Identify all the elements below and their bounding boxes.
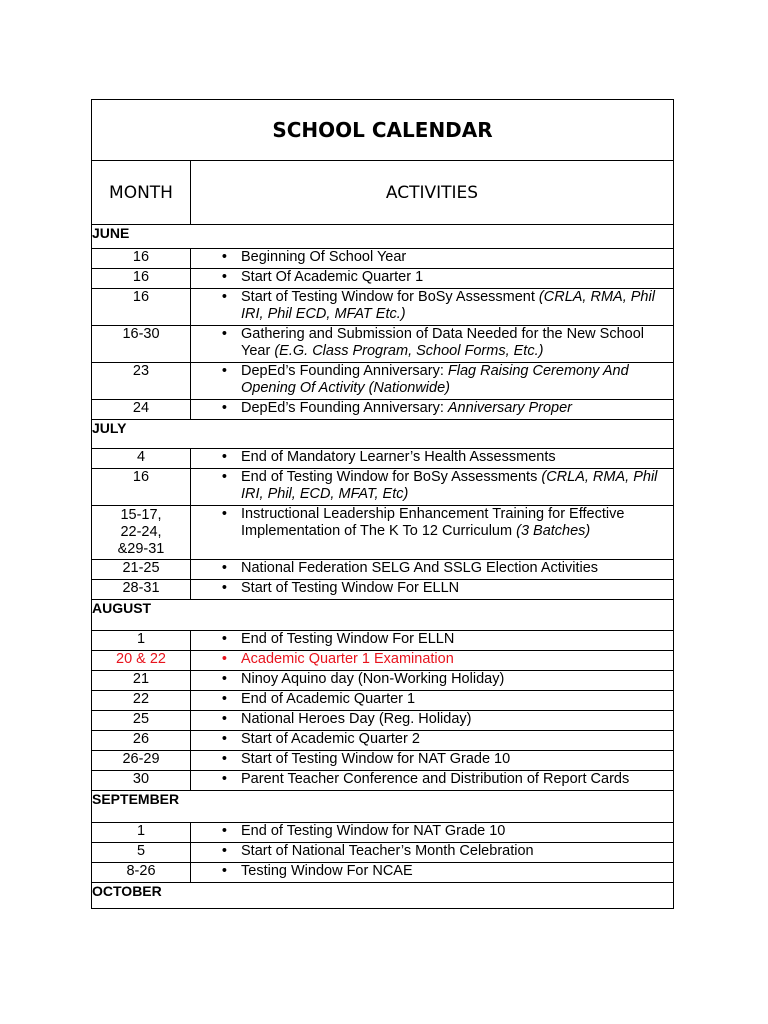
activity-cell (191, 651, 674, 671)
activity-text (241, 631, 673, 648)
activity-text (241, 269, 673, 286)
month-label: JUNE (92, 225, 674, 249)
month-label: AUGUST (92, 600, 674, 631)
bullet-icon: • (221, 449, 227, 465)
activity-cell (191, 363, 674, 400)
header-row (92, 161, 674, 225)
bullet-icon: • (221, 249, 227, 265)
month-label: OCTOBER (92, 883, 674, 909)
bullet-icon: • (221, 289, 227, 305)
activity-title: Start of National Teacher’s Month Celebration (241, 843, 534, 859)
activity-row (92, 269, 674, 289)
activity-text (241, 506, 673, 540)
activity-date: 21 (92, 671, 191, 691)
activity-title: Start of Testing Window For ELLN (241, 580, 460, 596)
bullet-icon: • (221, 560, 227, 576)
activity-text (241, 469, 673, 503)
month-row (92, 791, 674, 823)
bullet-icon: • (221, 823, 227, 839)
activity-date: 16 (92, 269, 191, 289)
activity-row (92, 449, 674, 469)
activity-title: Testing Window For NCAE (241, 863, 413, 879)
activity-text (241, 691, 673, 708)
bullet-icon: • (221, 863, 227, 879)
activity-title: Instructional Leadership Enhancement Training for Effective Implementation of The K To 12 Curriculum (241, 506, 625, 539)
activity-row (92, 671, 674, 691)
activity-date: 1 (92, 631, 191, 651)
activity-title: End of Testing Window For ELLN (241, 631, 455, 647)
activity-row (92, 469, 674, 506)
bullet-icon: • (221, 651, 227, 667)
activity-title: Start Of Academic Quarter 1 (241, 269, 424, 285)
activity-cell (191, 449, 674, 469)
activity-title: Gathering and Submission of Data Needed for the New School Year (241, 326, 645, 359)
activity-cell (191, 671, 674, 691)
activity-title: End of Testing Window for BoSy Assessments (241, 469, 542, 485)
activity-date: 26-29 (92, 751, 191, 771)
activity-date: 4 (92, 449, 191, 469)
activity-date: 16 (92, 469, 191, 506)
activity-text (241, 289, 673, 323)
activity-text (241, 651, 673, 668)
activity-date: 26 (92, 731, 191, 751)
bullet-icon: • (221, 580, 227, 596)
activity-title: Start of Testing Window for BoSy Assessment (241, 289, 539, 305)
activity-cell (191, 843, 674, 863)
month-row (92, 420, 674, 449)
activity-date: 21-25 (92, 560, 191, 580)
activity-row (92, 326, 674, 363)
activity-row (92, 863, 674, 883)
activity-title: National Heroes Day (Reg. Holiday) (241, 711, 472, 727)
activity-text (241, 771, 673, 788)
activity-title: DepEd’s Founding Anniversary: (241, 363, 448, 379)
activity-row (92, 823, 674, 843)
bullet-icon: • (221, 506, 227, 522)
activity-cell (191, 731, 674, 751)
activity-detail: (3 Batches) (516, 523, 591, 539)
bullet-icon: • (221, 731, 227, 747)
activity-title: Parent Teacher Conference and Distribution of Report Cards (241, 771, 630, 787)
activity-cell (191, 711, 674, 731)
activity-row (92, 651, 674, 671)
bullet-icon: • (221, 843, 227, 859)
activity-date: 22 (92, 691, 191, 711)
activity-cell (191, 863, 674, 883)
bullet-icon: • (221, 400, 227, 416)
activity-row (92, 751, 674, 771)
activity-title: End of Academic Quarter 1 (241, 691, 416, 707)
activity-date: 8-26 (92, 863, 191, 883)
activity-date: 15-17, 22-24, &29-31 (92, 506, 191, 560)
activity-date: 30 (92, 771, 191, 791)
activity-cell (191, 823, 674, 843)
activity-date: 25 (92, 711, 191, 731)
activity-text (241, 863, 673, 880)
activity-date: 24 (92, 400, 191, 420)
activity-cell (191, 751, 674, 771)
month-header: MONTH (92, 161, 191, 225)
activity-row (92, 289, 674, 326)
activity-text (241, 751, 673, 768)
activity-text (241, 449, 673, 466)
activity-text (241, 671, 673, 688)
activity-cell (191, 400, 674, 420)
activity-date: 16 (92, 249, 191, 269)
bullet-icon: • (221, 711, 227, 727)
activity-cell (191, 580, 674, 600)
school-calendar-table (91, 99, 674, 909)
activity-date: 1 (92, 823, 191, 843)
bullet-icon: • (221, 269, 227, 285)
activity-text (241, 731, 673, 748)
bullet-icon: • (221, 671, 227, 687)
activity-detail: (CRLA, RMA, Phil IRI, Phil ECD, MFAT Etc.) (241, 289, 655, 322)
activity-cell (191, 560, 674, 580)
activity-cell (191, 269, 674, 289)
activity-row (92, 580, 674, 600)
activity-date: 16 (92, 289, 191, 326)
activity-date: 23 (92, 363, 191, 400)
calendar-title: SCHOOL CALENDAR (92, 100, 674, 161)
activity-cell (191, 506, 674, 560)
activity-detail: Anniversary Proper (447, 400, 572, 416)
activity-text (241, 560, 673, 577)
activity-detail: (E.G. Class Program, School Forms, Etc.) (274, 343, 544, 359)
activity-date: 20 & 22 (92, 651, 191, 671)
activity-text (241, 363, 673, 397)
activity-title: End of Mandatory Learner’s Health Assessments (241, 449, 556, 465)
bullet-icon: • (221, 469, 227, 485)
activity-row (92, 363, 674, 400)
calendar-body (92, 100, 674, 909)
activity-title: DepEd’s Founding Anniversary: (241, 400, 448, 416)
bullet-icon: • (221, 326, 227, 342)
activity-title: Start of Academic Quarter 2 (241, 731, 420, 747)
activity-title: Beginning Of School Year (241, 249, 407, 265)
activity-text (241, 249, 673, 266)
bullet-icon: • (221, 631, 227, 647)
activity-cell (191, 771, 674, 791)
activities-header: ACTIVITIES (191, 161, 674, 225)
activity-text (241, 843, 673, 860)
activity-text (241, 580, 673, 597)
title-row (92, 100, 674, 161)
activity-row (92, 731, 674, 751)
activity-cell (191, 631, 674, 651)
activity-row (92, 249, 674, 269)
bullet-icon: • (221, 691, 227, 707)
month-label: SEPTEMBER (92, 791, 674, 823)
activity-row (92, 400, 674, 420)
activity-cell (191, 326, 674, 363)
activity-date: 5 (92, 843, 191, 863)
activity-row (92, 506, 674, 560)
activity-row (92, 560, 674, 580)
activity-detail: Flag Raising Ceremony And Opening Of Activity (Nationwide) (241, 363, 629, 396)
activity-detail: (CRLA, RMA, Phil IRI, Phil, ECD, MFAT, Etc) (241, 469, 658, 502)
bullet-icon: • (221, 751, 227, 767)
activity-title: National Federation SELG And SSLG Election Activities (241, 560, 599, 576)
activity-cell (191, 691, 674, 711)
month-row (92, 600, 674, 631)
activity-row (92, 691, 674, 711)
activity-date: 16-30 (92, 326, 191, 363)
activity-text (241, 400, 673, 417)
activity-cell (191, 289, 674, 326)
activity-row (92, 711, 674, 731)
activity-text (241, 326, 673, 360)
activity-cell (191, 469, 674, 506)
activity-title: Start of Testing Window for NAT Grade 10 (241, 751, 511, 767)
activity-cell (191, 249, 674, 269)
activity-row (92, 771, 674, 791)
month-row (92, 883, 674, 909)
activity-text (241, 711, 673, 728)
bullet-icon: • (221, 363, 227, 379)
activity-row (92, 843, 674, 863)
activity-title: End of Testing Window for NAT Grade 10 (241, 823, 506, 839)
activity-title: Academic Quarter 1 Examination (241, 651, 454, 667)
activity-date: 28-31 (92, 580, 191, 600)
month-label: JULY (92, 420, 674, 449)
activity-title: Ninoy Aquino day (Non-Working Holiday) (241, 671, 505, 687)
month-row (92, 225, 674, 249)
activity-row (92, 631, 674, 651)
bullet-icon: • (221, 771, 227, 787)
activity-text (241, 823, 673, 840)
